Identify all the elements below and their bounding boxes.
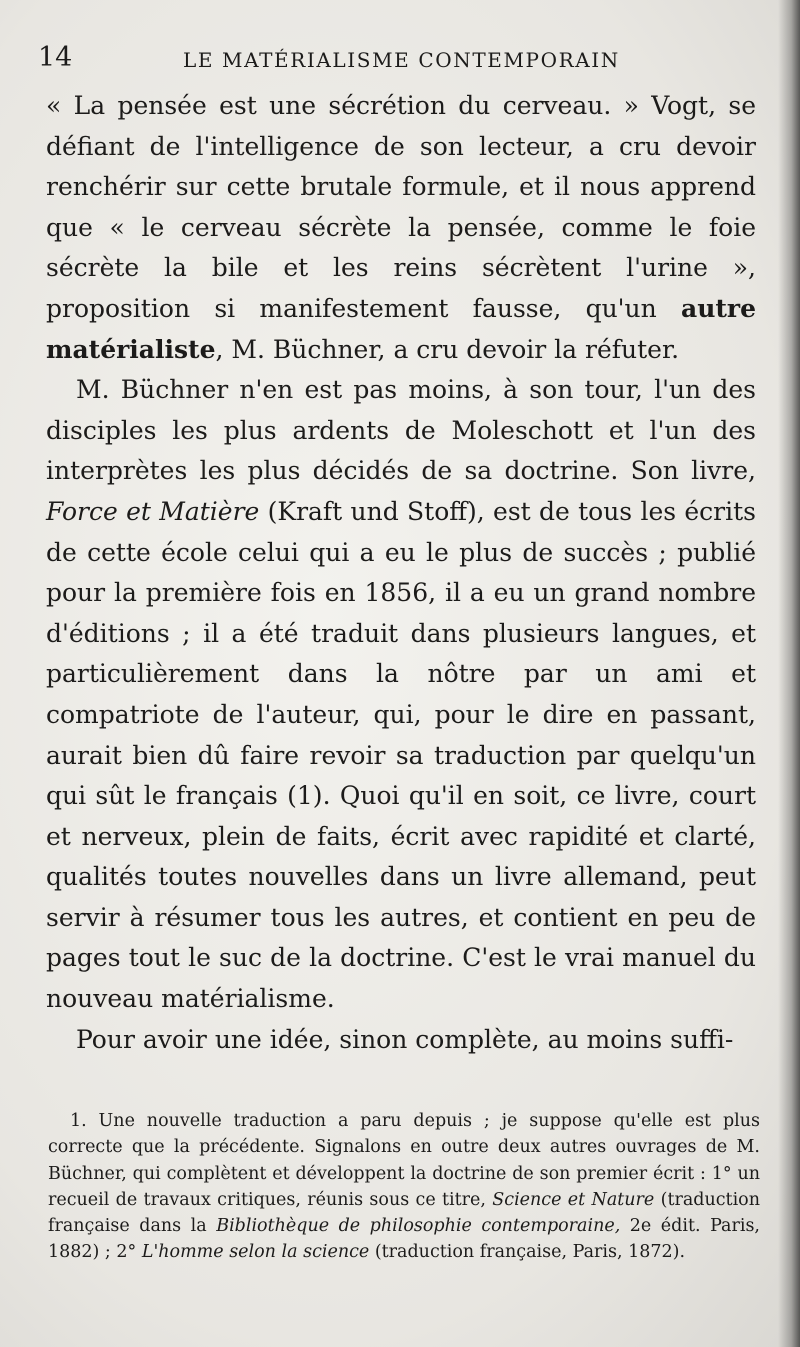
paragraph-2 [46, 370, 756, 1020]
paragraph-3-text: Pour avoir une idée, sinon complète, au moins suffi- [76, 1024, 734, 1054]
footnote-text-d: (traduction française, Paris, 1872). [369, 1242, 686, 1263]
paragraph-1 [46, 86, 756, 370]
page-edge-shadow [778, 0, 800, 1347]
footnote-text-a: 1. Une nouvelle traduction a paru depuis ; je suppose qu'elle est plus correcte que la précédente. Signalons en outre deux autres ouvrages de M. Büchner, qui complètent et développent la doctrine de son premier écrit : 1° un recueil de travaux critiques, réunis sous ce titre, [48, 1111, 760, 1210]
page-header [38, 40, 760, 76]
footnote-title-bibliotheque: Bibliothèque de philosophie contemporaine, [216, 1216, 621, 1237]
paragraph-2-text-b: (Kraft und Stoff), est de tous les écrits de cette école celui qui a eu le plus de succès ; publié pour la première fois en 1856, il a eu un grand nombre d'éditions ; il a été traduit dans plusieurs langues, et particulièrement dans la nôtre par un ami et compatriote de l'auteur, qui, pour le dire en passant, aurait bien dû faire revoir sa traduction par quelqu'un qui sût le français (1). Quoi qu'il en soit, ce livre, court et nerveux, plein de faits, écrit avec rapidité et clarté, qualités toutes nouvelles dans un livre allemand, peut servir à résumer tous les autres, et contient en peu de pages tout le suc de la doctrine. C'est le vrai manuel du nouveau matérialisme. [46, 496, 756, 1014]
page-number: 14 [38, 42, 73, 73]
footnote-title-lhomme-selon-la-science: L'homme selon la science [141, 1242, 370, 1263]
body-text [46, 86, 756, 1060]
emphasis-autre-materialiste: autre matérialiste [46, 293, 756, 364]
footnote-text-c: 2e édit. Paris, 1882) ; 2° [48, 1216, 760, 1263]
footnote-1 [48, 1108, 760, 1266]
footnote [48, 1108, 760, 1266]
paragraph-1-text-b: , M. Büchner, a cru devoir la réfuter. [215, 334, 680, 364]
paragraph-3 [46, 1020, 756, 1061]
paragraph-2-text-a: M. Büchner n'en est pas moins, à son tour, l'un des disciples les plus ardents de Moleschott et l'un des interprètes les plus décidés de sa doctrine. Son livre, [46, 375, 756, 486]
footnote-text-b: (traduction française dans la [48, 1189, 760, 1237]
footnote-title-science-et-nature: Science et Nature [492, 1189, 655, 1210]
book-title-force-et-matiere: Force et Matière [46, 496, 260, 526]
running-title: LE MATÉRIALISME CONTEMPORAIN [183, 48, 620, 72]
paragraph-1-text-a: « La pensée est une sécrétion du cerveau. » Vogt, se défiant de l'intelligence de son lecteur, a cru devoir renchérir sur cette brutale formule, et il nous apprend que « le cerveau sécrète la pensée, comme le foie sécrète la bile et les reins sécrètent l'urine », proposition si manifestement fausse, qu'un [46, 91, 756, 323]
